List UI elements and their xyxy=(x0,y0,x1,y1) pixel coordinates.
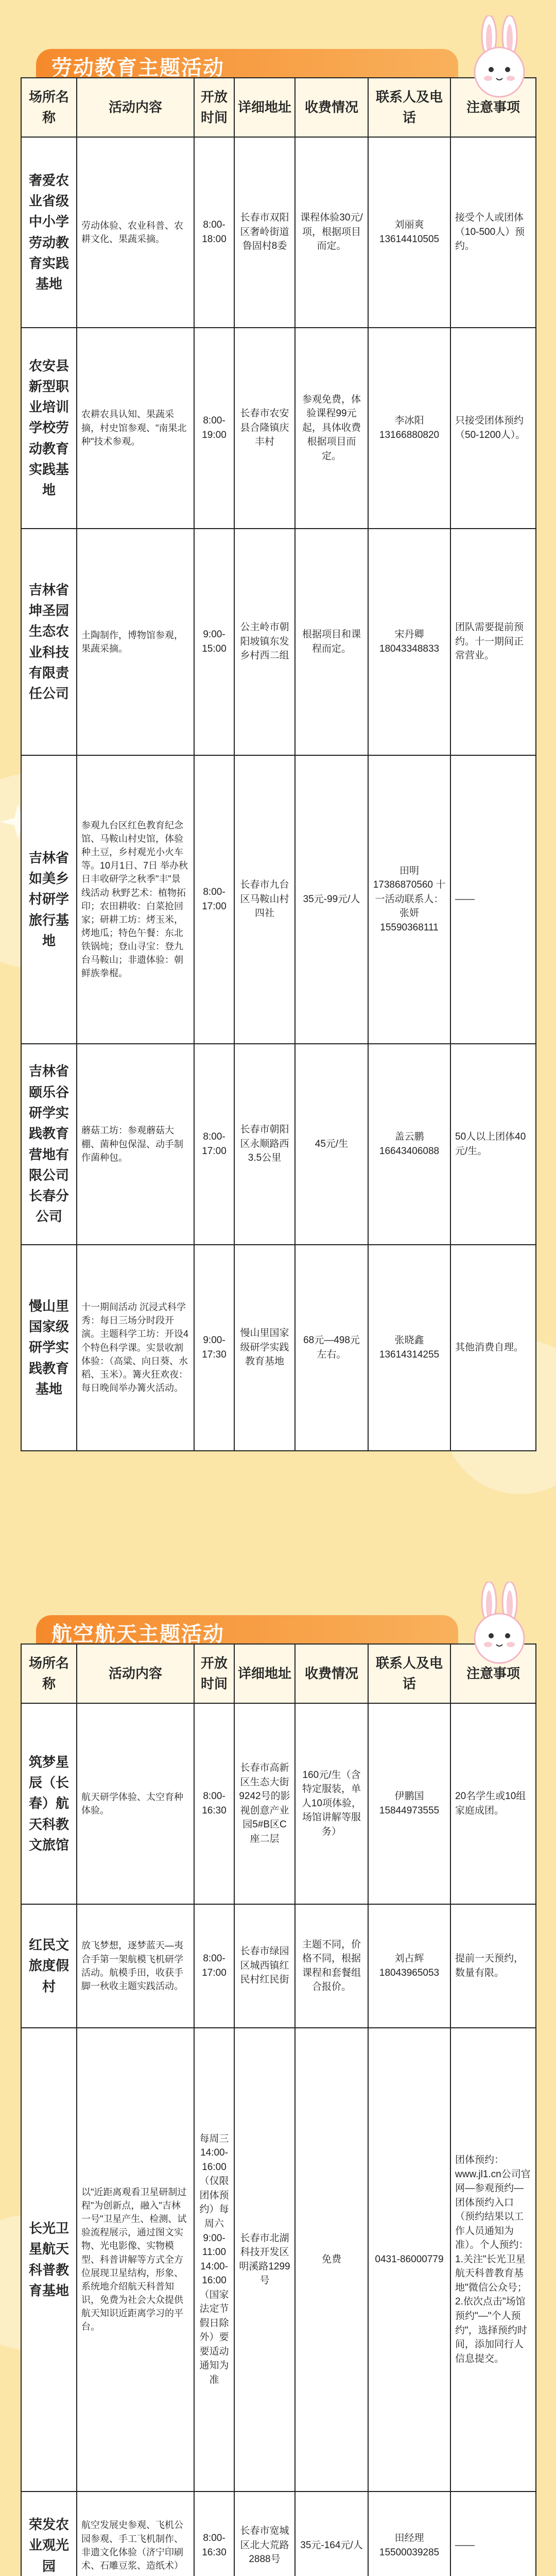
section-aerospace xyxy=(21,1582,535,2576)
cell-note: —— xyxy=(450,2492,536,2576)
cell-place: 奢爱农业省级中小学劳动教育实践基地 xyxy=(21,137,77,328)
cell-contact: 宋丹卿18043348833 xyxy=(368,529,450,755)
cell-address: 长春市农安县合隆镇庆丰村 xyxy=(234,328,295,529)
header-hours: 开放时间 xyxy=(194,78,234,137)
cell-content: 土陶制作，博物馆参观，果蔬采摘。 xyxy=(77,529,194,755)
cell-address: 长春市九台区马鞍山村四社 xyxy=(234,755,295,1044)
cell-note: 50人以上团体40元/生。 xyxy=(450,1044,536,1245)
cell-address: 长春市北湖科技开发区明溪路1299号 xyxy=(234,2028,295,2492)
table-row xyxy=(21,1044,536,1245)
cell-address: 长春市朝阳区永顺路西3.5公里 xyxy=(234,1044,295,1245)
header-fee: 收费情况 xyxy=(295,78,368,137)
cell-content: 农耕农具认知、果蔬采摘，村史馆参观、"南果北种"技术参观。 xyxy=(77,328,194,529)
cell-fee: 160元/生（含特定服装，单人10项体验，场馆讲解等服务） xyxy=(295,1703,368,1904)
cell-place: 长光卫星航天科普教育基地 xyxy=(21,2028,77,2492)
cell-note: 只接受团体预约（50-1200人）。 xyxy=(450,328,536,529)
cell-address: 长春市绿园区城西镇红民村红民街 xyxy=(234,1904,295,2028)
table-row xyxy=(21,755,536,1044)
cell-hours: 8:00-17:00 xyxy=(194,755,234,1044)
section-title: 航空航天主题活动 xyxy=(51,1623,224,1646)
cell-hours: 9:00-17:30 xyxy=(194,1245,234,1451)
cell-fee: 45元/生 xyxy=(295,1044,368,1245)
table-row xyxy=(21,1904,536,2028)
cell-place: 筑梦星辰（长春）航天科教文旅馆 xyxy=(21,1703,77,1904)
table-row xyxy=(21,2028,536,2492)
cell-hours: 每周三14:00-16:00（仅限团体预约）每周六9:00-11:00 14:00-16:00（国家法定节假日除外）要要适动通知为准 xyxy=(194,2028,234,2492)
cell-place: 慢山里国家级研学实践教育基地 xyxy=(21,1245,77,1451)
cell-place: 荣发农业观光园 xyxy=(21,2492,77,2576)
table-row xyxy=(21,328,536,529)
table-row xyxy=(21,137,536,328)
cell-note: 20名学生或10组家庭成团。 xyxy=(450,1703,536,1904)
cell-fee: 课程体验30元/项，根据项目而定。 xyxy=(295,137,368,328)
cell-note: 团队需要提前预约。十一期间正常营业。 xyxy=(450,529,536,755)
header-place: 场所名称 xyxy=(21,1644,77,1703)
cell-contact: 伊鹏国15844973555 xyxy=(368,1703,450,1904)
cell-hours: 9:00-15:00 xyxy=(194,529,234,755)
cell-hours: 8:00-16:30 xyxy=(194,1703,234,1904)
cell-content: 放飞梦想，逐梦蓝天—夷合手第一架航模飞机研学活动。航模手田，收获手脚一秋收主题实践活动。 xyxy=(77,1904,194,2028)
cell-fee: 主题不同，价格不同，根据课程和套餐组合报价。 xyxy=(295,1904,368,2028)
header-hours: 开放时间 xyxy=(194,1644,234,1703)
cell-content: 十一期间活动 沉浸式科学秀：每日三场分时段开演。主题科学工坊：开设4个特色科学课。实景收割体验：（高粱、向日葵、水稻、玉米）。篝火狂欢夜：每日晚间举办篝火活动。 xyxy=(77,1245,194,1451)
cell-fee: 35元-164元/人 xyxy=(295,2492,368,2576)
table-row xyxy=(21,1245,536,1451)
header-address: 详细地址 xyxy=(234,78,295,137)
cell-content: 参观九台区红色教育纪念馆、马鞍山村史馆，体验种土豆，乡村观光小火车等。10月1日、7日 举办秋日丰收研学之秋季"丰"景线活动 秋野艺术：植物拓印；农田耕收：白菜抢回家；研耕工坊：烤玉米，烤地瓜；特色午餐：东北铁锅炖；登山寻宝：登九台马鞍山；非遗体验：朝鲜族拳棍。 xyxy=(77,755,194,1044)
cell-contact: 李冰阳13166880820 xyxy=(368,328,450,529)
section-banner xyxy=(21,1582,535,1646)
cell-address: 慢山里国家级研学实践教育基地 xyxy=(234,1245,295,1451)
header-content: 活动内容 xyxy=(77,1644,194,1703)
cell-hours: 8:00-17:00 xyxy=(194,1044,234,1245)
cell-place: 农安县新型职业培训学校劳动教育实践基地 xyxy=(21,328,77,529)
section-title: 劳动教育主题活动 xyxy=(51,57,224,79)
cell-fee: 参观免费，体验课程99元起，具体收费根据项目而定。 xyxy=(295,328,368,529)
table-row xyxy=(21,1703,536,1904)
cell-address: 长春市宽城区北大荒路2888号 xyxy=(234,2492,295,2576)
header-address: 详细地址 xyxy=(234,1644,295,1703)
cell-hours: 8:00-19:00 xyxy=(194,328,234,529)
cell-contact: 刘丽爽13614410505 xyxy=(368,137,450,328)
cell-contact: 张晓鑫13614314255 xyxy=(368,1245,450,1451)
cell-content: 以"近距离观看卫星研制过程"为创新点，融入"吉林一号"卫星产生、检测、试验流程展示，通过图文实物、光电影像、实物模型、科普讲解等方式全方位展现卫星结构，形象、系统地介绍航天科普知识，免费为社会大众提供航天知识近距离学习的平台。 xyxy=(77,2028,194,2492)
header-fee: 收费情况 xyxy=(295,1644,368,1703)
section-labor-education xyxy=(21,15,535,1451)
cell-contact: 田明17386870560 十一活动联系人：张妍15590368111 xyxy=(368,755,450,1044)
table-row xyxy=(21,2492,536,2576)
cell-note: 提前一天预约，数量有限。 xyxy=(450,1904,536,2028)
cell-note: 团体预约：www.jl1.cn公司官网—参观预约—团体预约入口（预约结果以工作人员通知为准）。个人预约：1.关注"长光卫星航天科普教育基地"微信公众号；2.依次点击"场馆预约"—"个人预约"，选择预约时间，添加同行人信息提交。 xyxy=(450,2028,536,2492)
cell-content: 航空发展史参观、飞机公园参观、手工飞机制作、非遗文化体验（济宁印刷术、石雕豆浆、造纸术） xyxy=(77,2492,194,2576)
cell-hours: 8:00-17:00 xyxy=(194,1904,234,2028)
cell-fee: 35元-99元/人 xyxy=(295,755,368,1044)
cell-contact: 盖云鹏16643406088 xyxy=(368,1044,450,1245)
cell-address: 长春市高新区生态大街9242号的影视创意产业园5#B区C座二层 xyxy=(234,1703,295,1904)
cell-place: 吉林省坤圣园生态农业科技有限责任公司 xyxy=(21,529,77,755)
cell-content: 航天研学体验、太空育种体验。 xyxy=(77,1703,194,1904)
activity-table xyxy=(21,1643,536,2576)
header-content: 活动内容 xyxy=(77,78,194,137)
cell-fee: 68元—498元左右。 xyxy=(295,1245,368,1451)
header-contact: 联系人及电话 xyxy=(368,78,450,137)
cell-note: —— xyxy=(450,755,536,1044)
rabbit-icon xyxy=(458,15,541,103)
activity-table xyxy=(21,77,536,1451)
rabbit-icon xyxy=(458,1582,541,1669)
cell-hours: 8:00-16:30 xyxy=(194,2492,234,2576)
cell-contact: 刘占辉18043965053 xyxy=(368,1904,450,2028)
cell-content: 劳动体验、农业科普、农耕文化、果蔬采摘。 xyxy=(77,137,194,328)
header-note: 注意事项 xyxy=(450,78,536,137)
table-row xyxy=(21,529,536,755)
cell-fee: 免费 xyxy=(295,2028,368,2492)
header-note: 注意事项 xyxy=(450,1644,536,1703)
cell-contact: 田经理15500039285 xyxy=(368,2492,450,2576)
cell-hours: 8:00-18:00 xyxy=(194,137,234,328)
cell-note: 接受个人或团体（10-500人）预约。 xyxy=(450,137,536,328)
cell-place: 吉林省如美乡村研学旅行基地 xyxy=(21,755,77,1044)
cell-address: 公主岭市朝阳坡镇东发乡村西二组 xyxy=(234,529,295,755)
cell-note: 其他消费自理。 xyxy=(450,1245,536,1451)
cell-place: 吉林省颐乐谷研学实践教育营地有限公司长春分公司 xyxy=(21,1044,77,1245)
cell-fee: 根据项目和课程而定。 xyxy=(295,529,368,755)
cell-address: 长春市双阳区奢岭街道鲁固村8委 xyxy=(234,137,295,328)
cell-place: 红民文旅度假村 xyxy=(21,1904,77,2028)
section-banner xyxy=(21,15,535,77)
cell-contact: 0431-86000779 xyxy=(368,2028,450,2492)
header-contact: 联系人及电话 xyxy=(368,1644,450,1703)
cell-content: 蘑菇工坊：参观蘑菇大棚、菌种包保湿、动手制作菌种包。 xyxy=(77,1044,194,1245)
header-place: 场所名称 xyxy=(21,78,77,137)
